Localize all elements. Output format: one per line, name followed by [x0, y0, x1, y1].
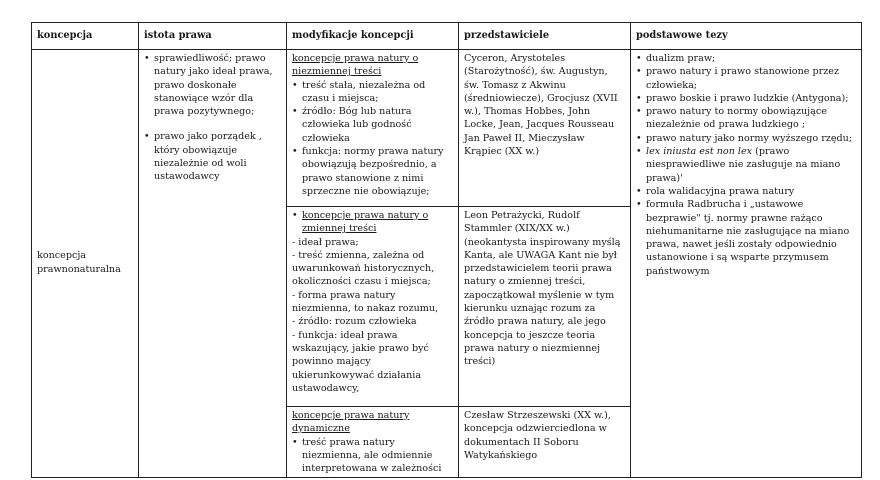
- list-item: • prawo natury jako normy wyższego rzędu;: [636, 132, 856, 145]
- list-item: • prawo natury to normy obowiązujące niezależnie od prawa ludzkiego ;: [636, 105, 856, 132]
- mod2-title: • koncepcje prawa natury o zmiennej treści: [292, 209, 453, 236]
- header-przedstawiciele: przedstawiciele: [459, 23, 631, 50]
- mod1-list: [292, 79, 453, 199]
- mod2-title-list: [292, 209, 453, 236]
- list-item: • prawo jako porządek , który obowiązuje niezależnie od woli ustawodawcy: [144, 130, 281, 183]
- list-item: • prawo natury i prawo stanowione przez człowieka;: [636, 65, 856, 92]
- concept-table: [31, 22, 862, 478]
- list-item: • funkcja: normy prawa natury obowiązują bezpośrednio, a prawo stanowione z nimi sprzeczne nie obowiązuje;: [292, 145, 453, 198]
- list-item: • dualizm praw;: [636, 52, 856, 65]
- list-item: • prawo boskie i prawo ludzkie (Antygona);: [636, 92, 856, 105]
- header-koncepcja: koncepcja: [32, 23, 139, 50]
- rep2-text: Leon Petrażycki, Rudolf Stammler (XIX/XX w.) (neokantysta inspirowany myślą Kanta, ale UWAGA Kant nie był przedstawicielem teorii prawa natury o zmiennej treści, zapoczątkował myślenie w tym kierunku uznając rozum za źródło prawa natury, ale jego koncepcja to jeszcze teoria prawa natury o niezmiennej treści): [464, 210, 621, 368]
- mod3-cell: [287, 407, 459, 478]
- mod1-cell: [287, 50, 459, 207]
- header-podstawowe-tezy: podstawowe tezy: [631, 23, 862, 50]
- mod3-title: koncepcje prawa natury dynamiczne: [292, 410, 410, 435]
- list-item: • rola walidacyjna prawa natury: [636, 185, 856, 198]
- tezy-cell: [631, 50, 862, 478]
- table-row: [32, 50, 862, 207]
- koncepcja-label: koncepcja prawnonaturalna: [37, 250, 121, 275]
- istota-list: [144, 52, 281, 184]
- rep1-text: Cyceron, Arystoteles (Starożytność), św. Augustyn, św. Tomasz z Akwinu (średniowiecze), Grocjusz (XVII w.), Thomas Hobbes, John Locke, Jean, Jacques Rousseau Jan Paweł II, Mieczysław Krąpiec (XX w.): [464, 53, 618, 158]
- rep3-cell: [459, 407, 631, 478]
- mod1-title: koncepcje prawa natury o niezmiennej treści: [292, 53, 419, 78]
- rep3-text: Czesław Strzeszewski (XX w.), koncepcja odzwierciedlona w dokumentach II Soboru Watykańskiego: [464, 410, 611, 461]
- latin-maxim: lex iniusta est non lex: [646, 146, 753, 158]
- koncepcja-cell: [32, 50, 139, 478]
- list-item: [636, 145, 856, 185]
- list-item: • sprawiedliwość; prawo natury jako ideał prawa, prawo doskonałe stanowiące wzór dla prawa pozytywnego;: [144, 52, 281, 118]
- list-item: • treść prawa natury niezmienna, ale odmiennie interpretowana w zależności: [292, 436, 453, 476]
- rep2-cell: [459, 207, 631, 407]
- mod2-line: - treść zmienna, zależna od uwarunkowań historycznych, okoliczności czasu i miejsca;: [292, 249, 435, 288]
- list-item: • formuła Radbrucha i „ustawowe bezprawie" tj. normy prawne rażąco niehumanitarne nie zasługujące na miano prawa, nawet jeśli zostały odpowiednio ustanowione i są wsparte przymusem państwowym: [636, 198, 856, 278]
- mod2-cell: [287, 207, 459, 407]
- mod2-line: - funkcja: ideał prawa wskazujący, jakie prawo być powinno mający ukierunkowywać działania ustawodawcy,: [292, 329, 429, 394]
- tezy-list: [636, 52, 856, 278]
- rep1-cell: [459, 50, 631, 207]
- mod2-line: - ideał prawa;: [292, 236, 359, 248]
- header-row: [32, 23, 862, 50]
- latin-maxim-gloss: (prawo niesprawiedliwe nie zasługuje na miano prawa)': [646, 146, 841, 184]
- mod2-line: - źródło: rozum człowieka: [292, 316, 417, 328]
- header-istota-prawa: istota prawa: [139, 23, 287, 50]
- list-item: • źródło: Bóg lub natura człowieka lub godność człowieka: [292, 105, 453, 145]
- istota-cell: [139, 50, 287, 478]
- header-modyfikacje: modyfikacje koncepcji: [287, 23, 459, 50]
- mod3-list: [292, 436, 453, 476]
- mod2-line: - forma prawa natury niezmienna, to nakaz rozumu,: [292, 289, 439, 315]
- list-item: • treść stała, niezależna od czasu i miejsca;: [292, 79, 453, 106]
